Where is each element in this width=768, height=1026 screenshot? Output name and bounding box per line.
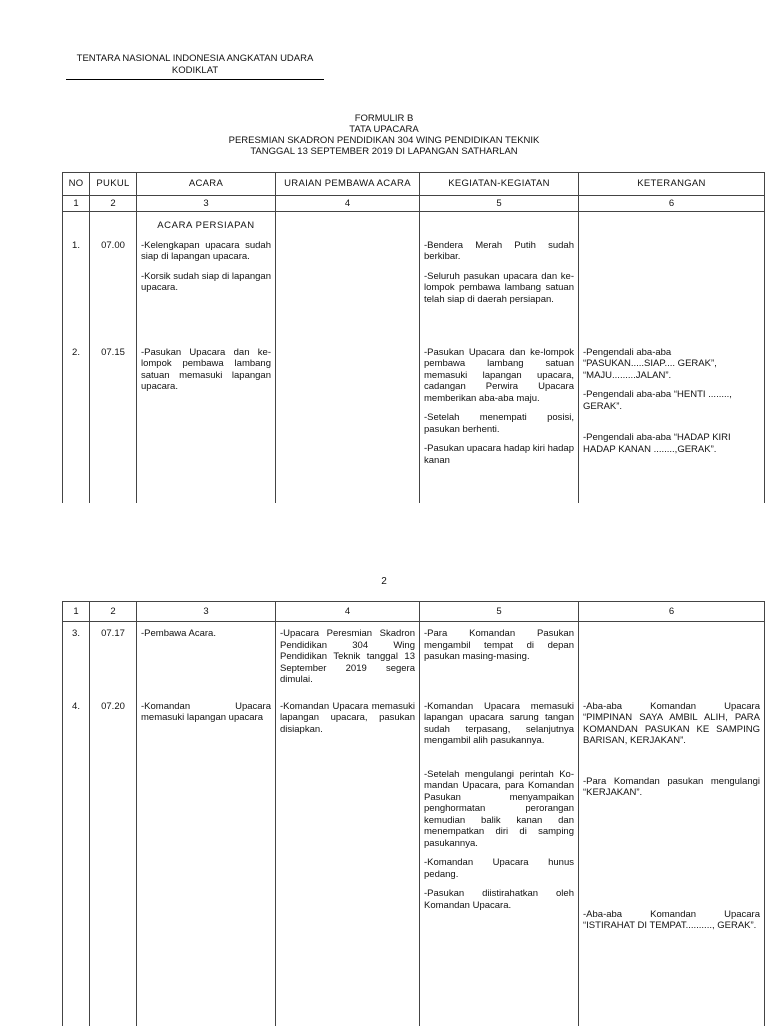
event-title: PERESMIAN SKADRON PENDIDIKAN 304 WING PENDIDIKAN TEKNIK: [228, 135, 540, 146]
remark-text: -Aba-aba Komandan Upacara “PIMPINAN SAYA AMBIL ALIH, PARA KOMANDAN PASUKAN KE SAMPING BARISAN, KERJAKAN”.: [583, 700, 760, 746]
col-number: 4: [276, 602, 420, 622]
activities-cell: [420, 697, 579, 1026]
activities-cell: [420, 236, 579, 343]
org-unit: KODIKLAT: [171, 65, 219, 76]
agenda-text: -Pasukan Upacara dan ke-lompok pembawa lambang satuan memasuki lapangan upacara.: [141, 346, 271, 392]
remarks-cell: [579, 343, 765, 503]
table-header-row: [63, 173, 765, 196]
col-number: 2: [90, 196, 137, 212]
mc-text: -Upacara Peresmian Skadron Pendidikan 304 Wing Pendidikan Teknik tanggal 13 September 2019 segera dimulai.: [280, 628, 415, 685]
col-number: 1: [63, 196, 90, 212]
remarks-cell: [579, 622, 765, 697]
section-title: ACARA PERSIAPAN: [137, 212, 276, 236]
page-number: 2: [381, 576, 387, 587]
form-label: FORMULIR B: [354, 113, 414, 124]
mc-cell: [276, 697, 420, 1026]
mc-text: -Komandan Upacara memasuki lapangan upacara, pasukan disiapkan.: [280, 700, 415, 735]
agenda-cell: [137, 622, 276, 697]
activity-text: -Seluruh pasukan upacara dan ke-lompok pembawa lambang satuan telah siap di daerah persiapan.: [424, 270, 574, 305]
remark-text: -Para Komandan pasukan mengulangi “KERJAKAN”.: [583, 775, 760, 798]
row-time: 07.00: [90, 236, 137, 343]
col-number: 6: [579, 196, 765, 212]
activity-text: -Pasukan diistirahatkan oleh Komandan Upacara.: [424, 888, 574, 911]
agenda-text: -Kelengkapan upacara sudah siap di lapangan upacara.: [141, 239, 271, 262]
col-number: 4: [276, 196, 420, 212]
activity-text: -Setelah mengulangi perintah Ko-mandan Upacara, para Komandan Pasukan menyampaikan penghormatan perorangan kemudian balik kanan dan menempatkan diri di samping pasukannya.: [424, 768, 574, 849]
col-number: 6: [579, 602, 765, 622]
agenda-cell: [137, 697, 276, 1026]
col-number: 5: [420, 196, 579, 212]
header-no: NO: [63, 173, 90, 196]
agenda-text: -Korsik sudah siap di lapangan upacara.: [141, 270, 271, 293]
activity-text: -Setelah menempati posisi, pasukan berhenti.: [424, 412, 574, 435]
activity-text: -Pasukan upacara hadap kiri hadap kanan: [424, 443, 574, 466]
row-number: 1.: [63, 236, 90, 343]
row-time: 07.15: [90, 343, 137, 503]
col-number: 2: [90, 602, 137, 622]
agenda-cell: [137, 343, 276, 503]
row-time: 07.20: [90, 697, 137, 1026]
mc-cell: [276, 622, 420, 697]
col-number: 3: [137, 196, 276, 212]
event-date-location: TANGGAL 13 SEPTEMBER 2019 DI LAPANGAN SATHARLAN: [250, 146, 518, 157]
header-agenda: ACARA: [137, 173, 276, 196]
column-number-row: [63, 602, 765, 622]
document-title: [0, 113, 768, 157]
activity-text: -Komandan Upacara hunus pedang.: [424, 857, 574, 880]
header-time: PUKUL: [90, 173, 137, 196]
remarks-cell: [579, 697, 765, 1026]
table-row: [63, 622, 765, 697]
col-number: 1: [63, 602, 90, 622]
activity-text: -Pasukan Upacara dan ke-lompok pembawa lambang satuan memasuki lapangan upacara, cadangan Perwira Upacara memberikan aba-aba maju.: [424, 346, 574, 404]
remark-text: -Pengendali aba-aba “PASUKAN.....SIAP.... GERAK”, “MAJU.........JALAN”.: [583, 346, 717, 381]
org-name: TENTARA NASIONAL INDONESIA ANGKATAN UDARA: [76, 53, 314, 64]
header-underline: [66, 79, 324, 80]
agenda-cell: [137, 236, 276, 343]
activity-text: -Bendera Merah Putih sudah berkibar.: [424, 239, 574, 262]
row-number: 2.: [63, 343, 90, 503]
remark-text: -Pengendali aba-aba “HENTI ........, GERAK”.: [583, 389, 732, 412]
agenda-text: -Pembawa Acara.: [141, 628, 216, 639]
remarks-cell: [579, 236, 765, 343]
activity-text: -Para Komandan Pasukan mengambil tempat di depan pasukan masing-masing.: [424, 628, 574, 662]
activities-cell: [420, 622, 579, 697]
section-row: [63, 212, 765, 236]
column-number-row: [63, 196, 765, 212]
col-number: 3: [137, 602, 276, 622]
row-time: 07.17: [90, 622, 137, 697]
row-number: 4.: [63, 697, 90, 1026]
activities-cell: [420, 343, 579, 503]
table-row: [63, 697, 765, 1026]
ceremony-label: TATA UPACARA: [349, 124, 419, 135]
mc-cell: [276, 236, 420, 343]
organization-header: [66, 53, 324, 80]
header-activities: KEGIATAN-KEGIATAN: [420, 173, 579, 196]
header-mc-description: URAIAN PEMBAWA ACARA: [276, 173, 420, 196]
col-number: 5: [420, 602, 579, 622]
agenda-text: -Komandan Upacara memasuki lapangan upacara: [141, 700, 271, 723]
ceremony-table-continued: [62, 601, 765, 1026]
ceremony-table: [62, 172, 765, 503]
remark-text: -Aba-aba Komandan Upacara “ISTIRAHAT DI TEMPAT.........., GERAK”.: [583, 908, 760, 931]
table-row: [63, 236, 765, 343]
row-number: 3.: [63, 622, 90, 697]
activity-text: -Komandan Upacara memasuki lapangan upacara sarung tangan sudah terpasang, selanjutnya mengambil alih pasukannya.: [424, 700, 574, 746]
remark-text: -Pengendali aba-aba “HADAP KIRI HADAP KANAN ........,GERAK”.: [583, 432, 731, 455]
header-remarks: KETERANGAN: [579, 173, 765, 196]
mc-cell: [276, 343, 420, 503]
table-row: [63, 343, 765, 503]
